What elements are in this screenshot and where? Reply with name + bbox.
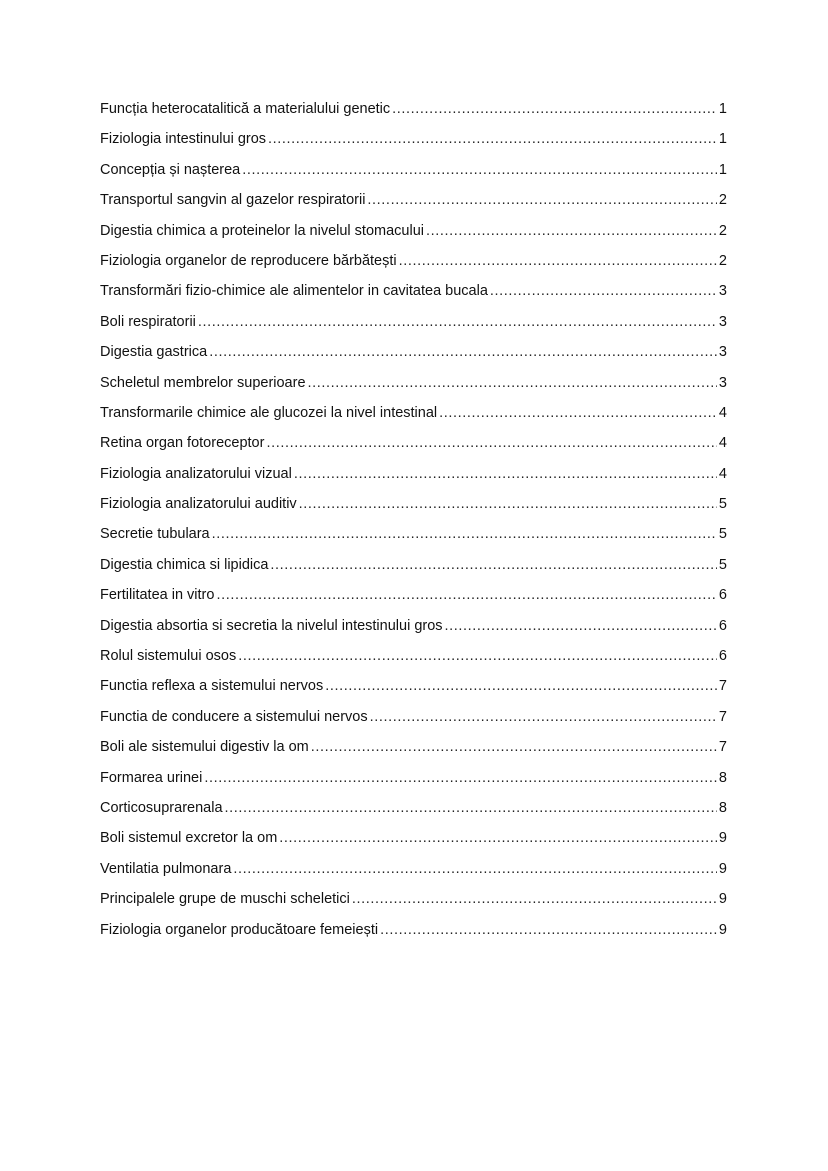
toc-dot-leader [311,736,717,758]
toc-entry-page-number[interactable]: 1 [718,161,727,178]
toc-entry-title[interactable]: Corticosuprarenala [100,799,223,816]
toc-entry[interactable] [100,372,727,402]
toc-dot-leader [279,827,717,849]
table-of-contents [100,98,727,949]
toc-entry-title[interactable]: Transportul sangvin al gazelor respiratorii [100,192,366,209]
toc-dot-leader [204,767,717,789]
toc-entry[interactable] [100,432,727,462]
toc-entry[interactable] [100,675,727,705]
toc-dot-leader [266,432,716,454]
toc-entry-page-number[interactable]: 5 [718,556,727,573]
toc-entry[interactable] [100,858,727,888]
toc-dot-leader [370,706,717,728]
toc-entry[interactable] [100,827,727,857]
toc-entry[interactable] [100,128,727,158]
toc-entry-page-number[interactable]: 7 [718,678,727,695]
toc-dot-leader [445,615,717,637]
toc-dot-leader [380,919,717,941]
toc-dot-leader [216,584,716,606]
toc-entry-page-number[interactable]: 4 [718,404,727,421]
toc-entry-title[interactable]: Boli ale sistemului digestiv la om [100,739,309,756]
toc-entry[interactable] [100,919,727,949]
toc-entry-title[interactable]: Scheletul membrelor superioare [100,374,306,391]
toc-entry-title[interactable]: Fertilitatea in vitro [100,587,215,604]
toc-entry-title[interactable]: Retina organ fotoreceptor [100,435,265,452]
toc-entry-title[interactable]: Funcția heterocatalitică a materialului genetic [100,101,391,117]
toc-entry-page-number[interactable]: 2 [718,252,727,269]
toc-entry-title[interactable]: Functia de conducere a sistemului nervos [100,708,368,725]
toc-dot-leader [238,645,717,667]
toc-entry-title[interactable]: Principalele grupe de muschi scheletici [100,891,350,908]
toc-entry-page-number[interactable]: 6 [718,648,727,665]
toc-entry-page-number[interactable]: 5 [718,526,727,543]
toc-dot-leader [270,554,717,576]
toc-entry[interactable] [100,189,727,219]
toc-dot-leader [233,858,717,880]
toc-dot-leader [268,128,717,150]
toc-entry[interactable] [100,341,727,371]
toc-entry-title[interactable]: Fiziologia intestinului gros [100,131,267,148]
toc-entry-page-number[interactable]: 9 [718,891,727,908]
toc-entry-title[interactable]: Fiziologia analizatorului vizual [100,465,292,482]
toc-entry[interactable] [100,493,727,523]
toc-dot-leader [299,493,717,515]
toc-dot-leader [367,189,717,211]
toc-dot-leader [439,402,717,424]
toc-entry-title[interactable]: Fiziologia analizatorului auditiv [100,496,297,513]
toc-entry-page-number[interactable]: 4 [718,465,727,482]
toc-entry[interactable] [100,615,727,645]
toc-entry[interactable] [100,463,727,493]
toc-entry-page-number[interactable]: 8 [718,769,727,786]
toc-entry-title[interactable]: Concepția și nașterea [100,161,241,178]
toc-entry-title[interactable]: Digestia chimica si lipidica [100,556,269,573]
toc-dot-leader [225,797,717,819]
toc-dot-leader [212,523,717,545]
toc-entry-page-number[interactable]: 3 [718,313,727,330]
toc-entry-title[interactable]: Boli respiratorii [100,313,196,330]
toc-entry[interactable] [100,280,727,310]
toc-entry-page-number[interactable]: 7 [718,708,727,725]
toc-entry-title[interactable]: Fiziologia organelor producătoare femeiești [100,921,379,938]
toc-dot-leader [242,159,717,181]
toc-entry-page-number[interactable]: 2 [718,192,727,209]
toc-entry-title[interactable]: Digestia absortia si secretia la nivelul intestinului gros [100,617,443,634]
toc-entry-page-number[interactable]: 3 [718,344,727,361]
toc-dot-leader [392,98,717,120]
toc-entry-page-number[interactable]: 9 [718,921,727,938]
toc-entry-page-number[interactable]: 5 [718,496,727,513]
toc-entry-title[interactable]: Transformări fizio-chimice ale alimentelor in cavitatea bucala [100,283,488,300]
toc-entry-title[interactable]: Transformarile chimice ale glucozei la nivel intestinal [100,404,438,421]
toc-entry[interactable] [100,98,727,128]
toc-entry-page-number[interactable]: 8 [718,799,727,816]
toc-entry-title[interactable]: Digestia gastrica [100,344,208,361]
toc-entry-title[interactable]: Rolul sistemului osos [100,648,237,665]
toc-entry-page-number[interactable]: 6 [718,617,727,634]
toc-entry[interactable] [100,736,727,766]
toc-entry[interactable] [100,888,727,918]
toc-dot-leader [352,888,717,910]
toc-entry[interactable] [100,706,727,736]
toc-dot-leader [198,311,717,333]
toc-entry-page-number[interactable]: 9 [718,830,727,847]
toc-entry-title[interactable]: Boli sistemul excretor la om [100,830,278,847]
toc-entry[interactable] [100,402,727,432]
toc-entry-page-number[interactable]: 7 [718,739,727,756]
toc-dot-leader [308,372,717,394]
toc-entry-title[interactable]: Formarea urinei [100,769,203,786]
toc-entry[interactable] [100,584,727,614]
toc-entry-title[interactable]: Functia reflexa a sistemului nervos [100,678,324,695]
toc-dot-leader [490,280,717,302]
toc-entry-page-number[interactable]: 1 [718,101,727,117]
toc-entry[interactable] [100,797,727,827]
toc-entry-page-number[interactable]: 3 [718,374,727,391]
toc-entry[interactable] [100,250,727,280]
toc-entry-page-number[interactable]: 9 [718,860,727,877]
toc-entry[interactable] [100,159,727,189]
toc-dot-leader [399,250,717,272]
toc-entry-title[interactable]: Ventilatia pulmonara [100,860,232,877]
toc-entry[interactable] [100,645,727,675]
toc-dot-leader [426,220,717,242]
toc-dot-leader [294,463,717,485]
toc-entry[interactable] [100,311,727,341]
toc-entry-page-number[interactable]: 4 [718,435,727,452]
toc-entry[interactable] [100,523,727,553]
toc-entry[interactable] [100,554,727,584]
toc-entry-page-number[interactable]: 2 [718,222,727,239]
toc-entry-page-number[interactable]: 1 [718,131,727,148]
toc-entry[interactable] [100,767,727,797]
toc-entry-title[interactable]: Secretie tubulara [100,526,210,543]
toc-entry[interactable] [100,220,727,250]
toc-dot-leader [325,675,717,697]
toc-dot-leader [209,341,717,363]
toc-entry-page-number[interactable]: 6 [718,587,727,604]
toc-entry-title[interactable]: Digestia chimica a proteinelor la nivelul stomacului [100,222,424,239]
toc-entry-title[interactable]: Fiziologia organelor de reproducere bărbătești [100,252,397,269]
toc-entry-page-number[interactable]: 3 [718,283,727,300]
